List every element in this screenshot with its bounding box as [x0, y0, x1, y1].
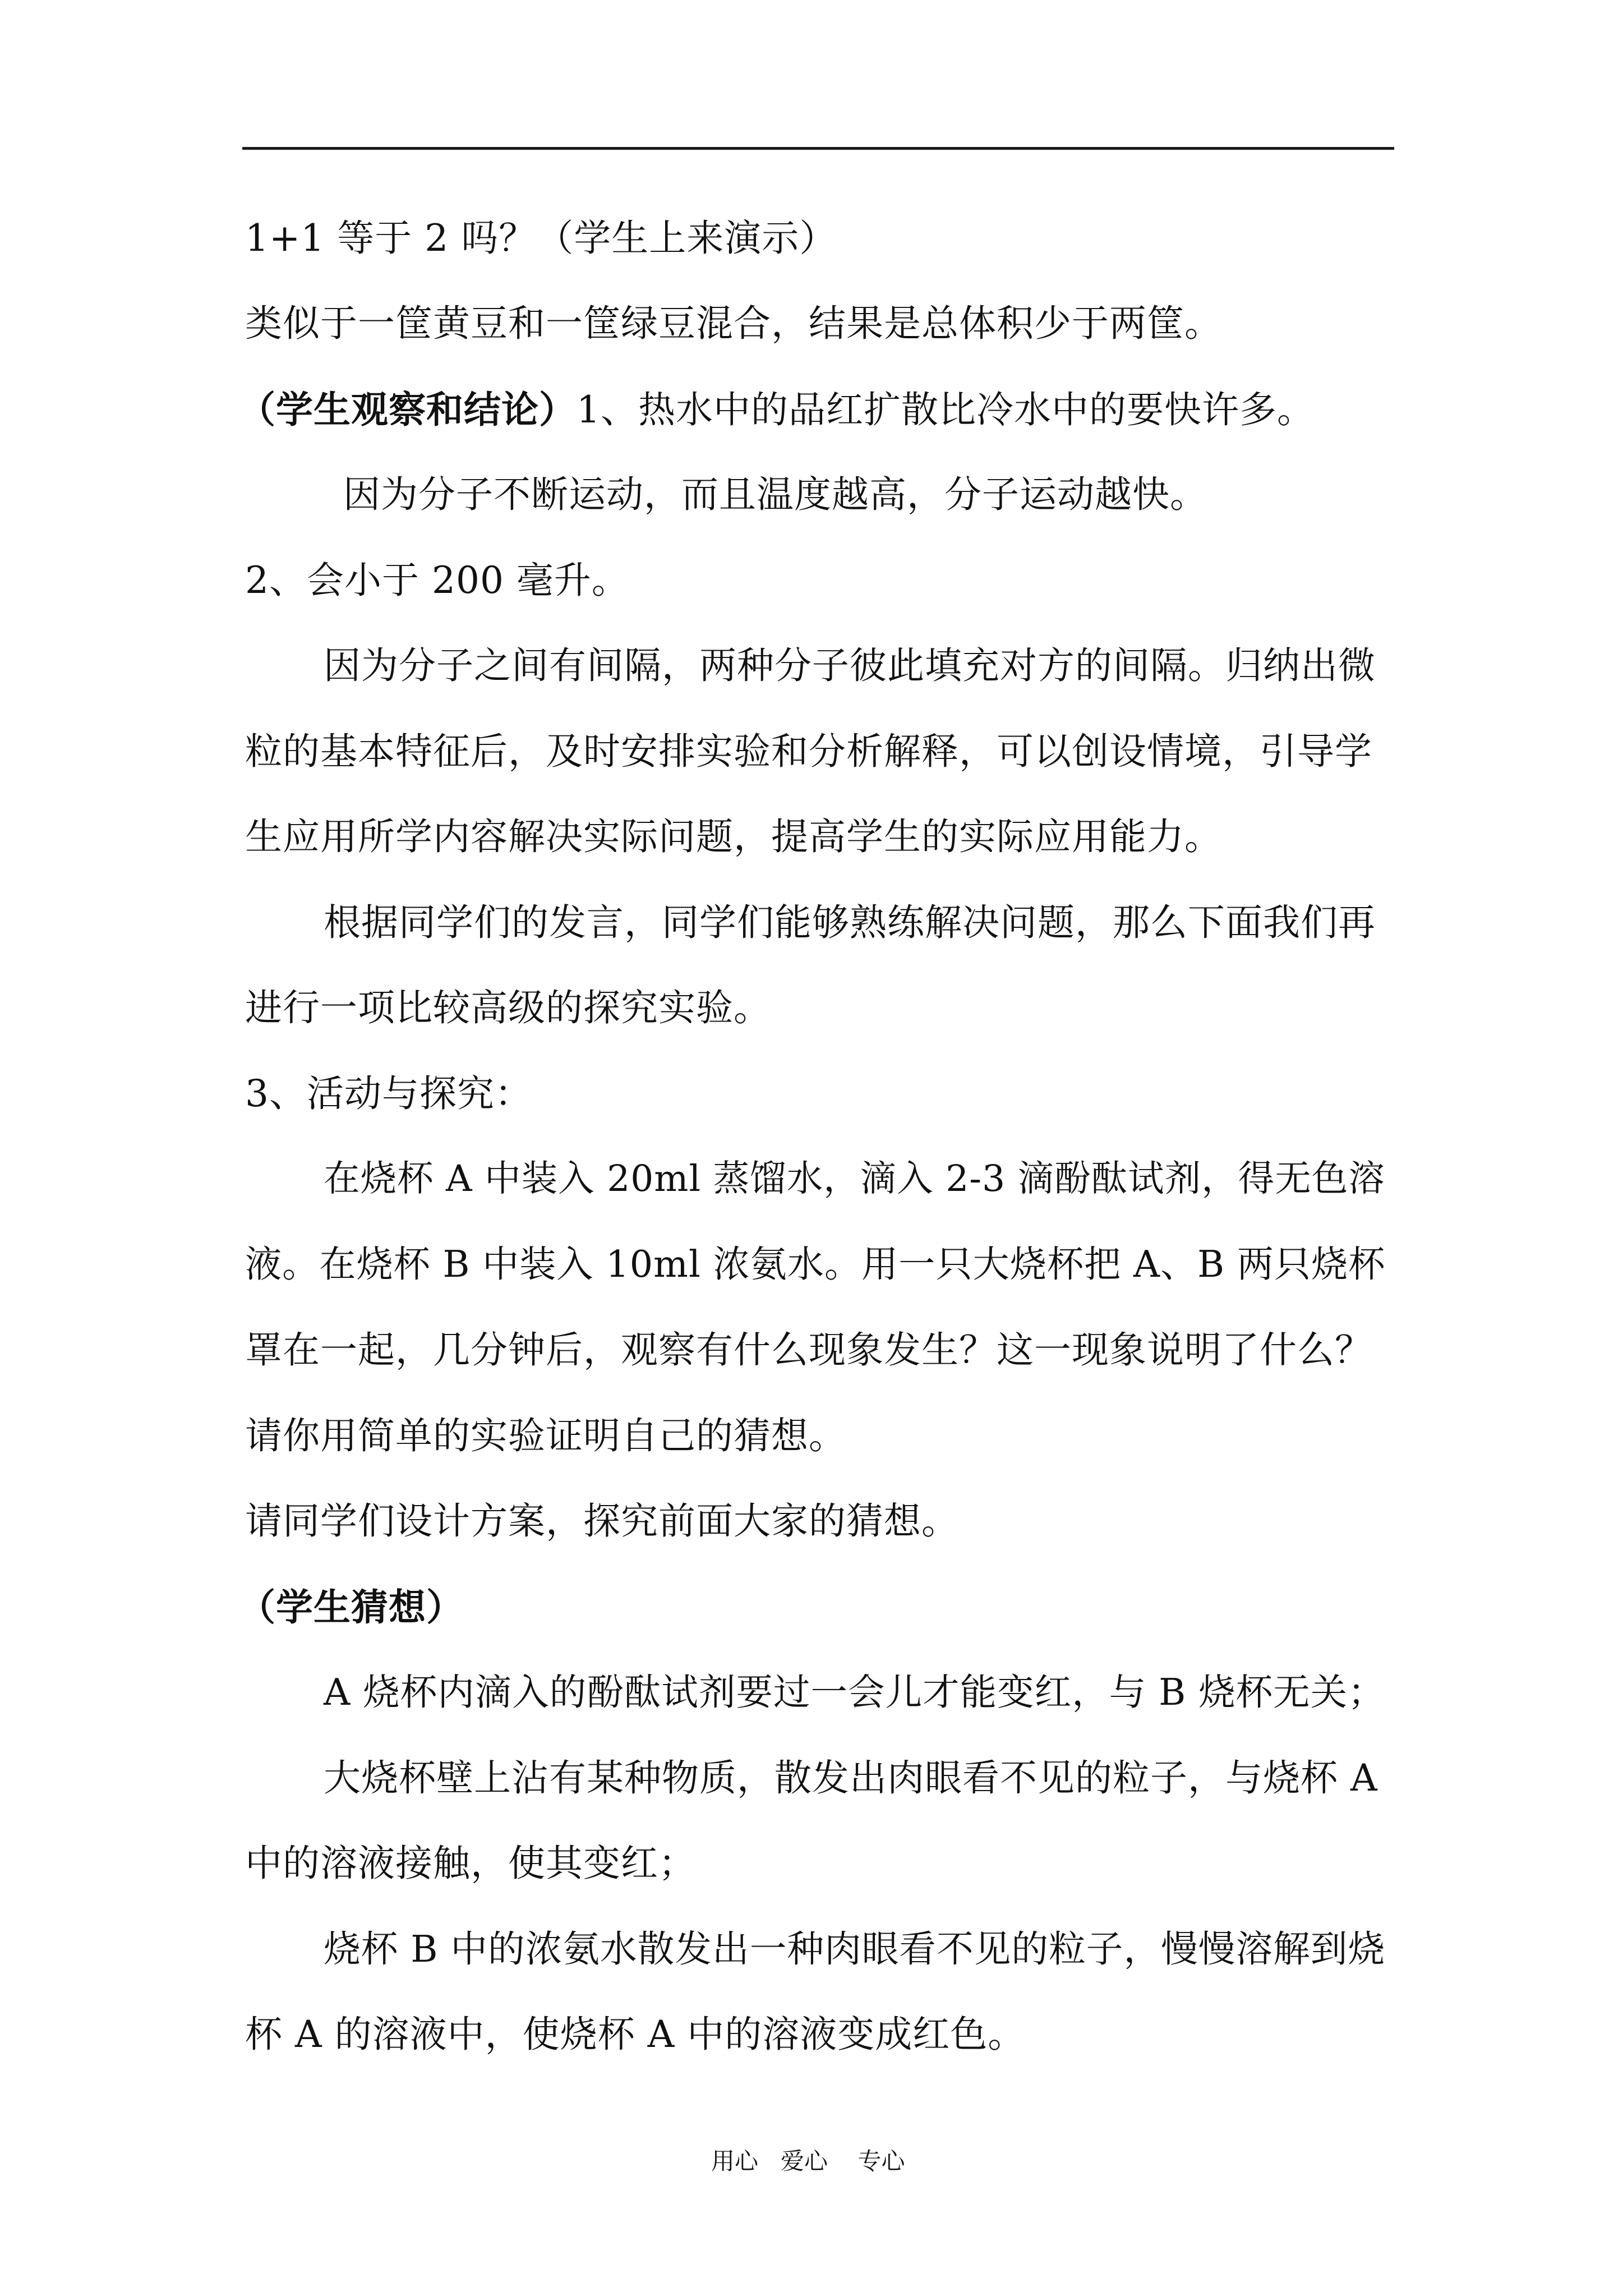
text-line-10: 进行一项比较高级的探究实验。 [245, 986, 771, 1029]
text-line-8: 生应用所学内容解决实际问题，提高学生的实际应用能力。 [245, 815, 1222, 858]
text-line-7: 粒的基本特征后，及时安排实验和分析解释，可以创设情境，引导学 [245, 730, 1372, 773]
text-line-16: 请同学们设计方案，探究前面大家的猜想。 [245, 1499, 959, 1543]
text-line-18: A 烧杯内滴入的酚酞试剂要过一会儿才能变红，与 B 烧杯无关； [324, 1671, 1385, 1714]
text-line-6: 因为分子之间有间隔，两种分子彼此填充对方的间隔。归纳出微 [324, 644, 1376, 687]
text-line-17: （学生猜想） [238, 1585, 464, 1629]
text-line-9: 根据同学们的发言，同学们能够熟练解决问题，那么下面我们再 [324, 901, 1376, 944]
text-line-14: 罩在一起，几分钟后，观察有什么现象发生？这一现象说明了什么？ [245, 1328, 1372, 1372]
text-line-11: 3、活动与探究： [245, 1072, 532, 1115]
text-line-4: 因为分子不断运动，而且温度越高，分子运动越快。 [343, 473, 1207, 516]
text-line-22: 杯 A 的溶液中，使烧杯 A 中的溶液变成红色。 [245, 2013, 1026, 2056]
text-line-21: 烧杯 B 中的浓氨水散发出一种肉眼看不见的粒子，慢慢溶解到烧 [324, 1928, 1386, 1971]
bold-heading-observation: （学生观察和结论） [238, 388, 577, 431]
text-line-13: 液。在烧杯 B 中装入 10ml 浓氨水。用一只大烧杯把 A、B 两只烧杯 [245, 1244, 1386, 1286]
text-line-5: 2、会小于 200 毫升。 [245, 559, 629, 602]
text-line-2: 类似于一筐黄豆和一筐绿豆混合，结果是总体积少于两筐。 [245, 302, 1222, 345]
text-line-20: 中的溶液接触，使其变红； [245, 1842, 696, 1885]
observation-text: 1、热水中的品红扩散比冷水中的要快许多。 [577, 388, 1315, 431]
header-rule [242, 147, 1394, 150]
text-line-12: 在烧杯 A 中装入 20ml 蒸馏水，滴入 2-3 滴酚酞试剂，得无色溶 [324, 1158, 1385, 1200]
text-line-15: 请你用简单的实验证明自己的猜想。 [245, 1414, 846, 1457]
text-line-1: 1+1 等于 2 吗？（学生上来演示） [245, 217, 837, 260]
page-footer: 用心 爱心 专心 [711, 2147, 905, 2175]
text-line-3 [238, 387, 1315, 432]
text-line-19: 大烧杯壁上沾有某种物质，散发出肉眼看不见的粒子，与烧杯 A [324, 1756, 1378, 1800]
